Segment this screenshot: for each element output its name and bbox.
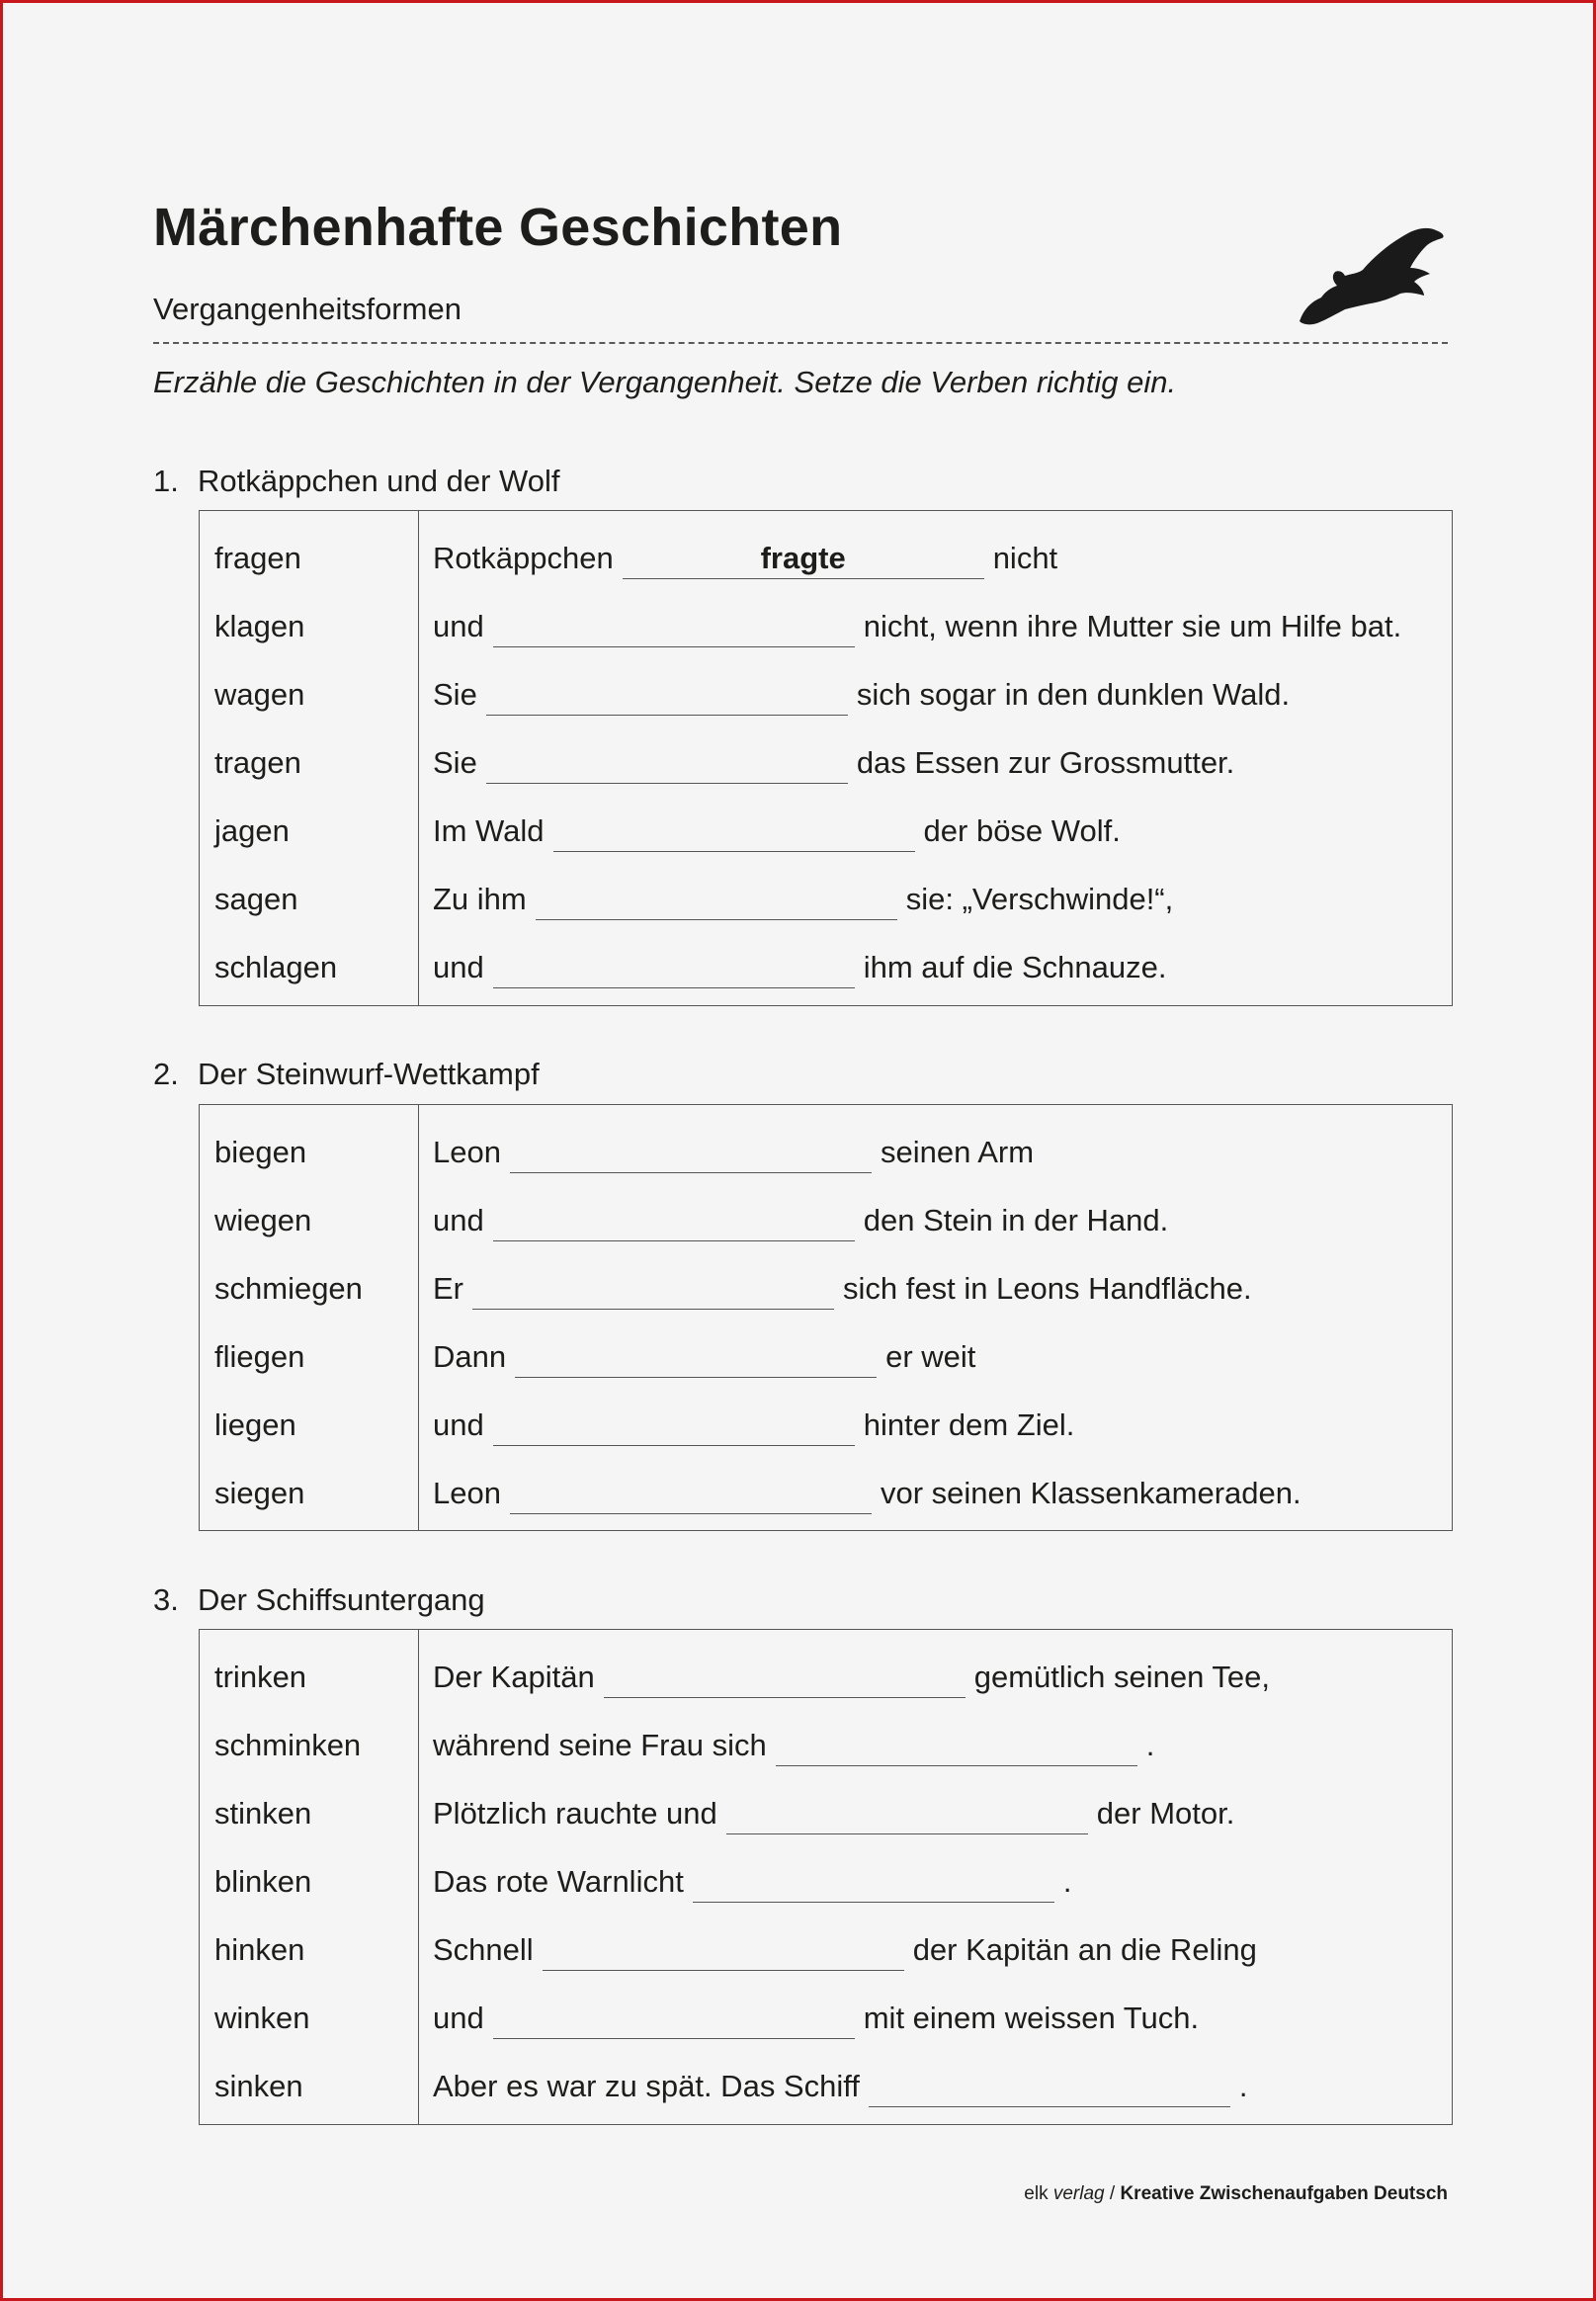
verb-infinitive: wagen [214,677,305,712]
sentence [433,1269,1252,1310]
exercise-row [200,1999,1452,2038]
verb-infinitive: klagen [214,609,305,643]
verb-infinitive: wiegen [214,1203,312,1237]
verb-infinitive: trinken [214,1660,307,1694]
exercise-row [200,743,1452,783]
sentence-end: der böse Wolf. [923,813,1121,848]
answer-blank[interactable] [536,880,897,920]
exercise-row [200,2067,1452,2106]
verb-infinitive: fragen [214,541,301,575]
sentence-start: Leon [433,1135,501,1169]
exercise-row [200,880,1452,919]
answer-blank[interactable] [493,607,855,647]
verb-infinitive: stinken [214,1796,312,1831]
section-heading [153,1057,540,1092]
sentence-start: Der Kapitän [433,1660,595,1694]
sentence-start: Aber es war zu spät. Das Schiff [433,2069,860,2103]
exercise-row [200,675,1452,715]
section-number: 3. [153,1582,179,1617]
section-title: Der Schiffsuntergang [198,1582,485,1617]
sentence [433,1406,1074,1446]
sentence [433,1474,1302,1514]
sentence-start: Dann [433,1339,507,1374]
verb-infinitive: hinken [214,1932,305,1967]
answer-blank[interactable] [776,1726,1137,1766]
sentence-start: und [433,950,484,984]
sentence-end: den Stein in der Hand. [863,1203,1169,1237]
sentence-start: Zu ihm [433,882,527,916]
instruction-text: Erzähle die Geschichten in der Vergangenheit. Setze die Verben richtig ein. [153,365,1177,399]
sentence-end: gemütlich seinen Tee, [973,1660,1271,1694]
sentence-start: Das rote Warnlicht [433,1864,684,1899]
sentence [433,2067,1248,2107]
sentence-start: und [433,1203,484,1237]
sentence [433,1930,1257,1971]
answer-blank[interactable] [486,675,848,716]
sentence-start: Sie [433,677,477,712]
sentence-start: Plötzlich rauchte und [433,1796,717,1831]
answer-blank[interactable] [869,2067,1230,2107]
exercise-row [200,1201,1452,1240]
sentence-start: Rotkäppchen [433,541,614,575]
sentence-end: . [1145,1728,1155,1762]
exercise-row [200,1726,1452,1765]
sentence [433,1999,1199,2039]
exercise-row [200,1930,1452,1970]
sentence-start: Im Wald [433,813,545,848]
answer-blank[interactable] [472,1269,834,1310]
answer-blank[interactable] [510,1133,872,1173]
sentence-start: während seine Frau sich [433,1728,767,1762]
verb-infinitive: sinken [214,2069,303,2103]
exercise-row [200,948,1452,987]
sentence-end: sich fest in Leons Handfläche. [843,1271,1252,1306]
answer-blank[interactable] [493,1406,855,1446]
answer-blank[interactable] [553,811,915,852]
section-number: 2. [153,1057,179,1091]
sentence [433,1133,1034,1173]
exercise-row [200,1337,1452,1377]
sentence-end: das Essen zur Grossmutter. [856,745,1235,780]
exercise-row [200,1794,1452,1833]
sentence [433,607,1401,647]
sentence-end: sie: „Verschwinde!“, [905,882,1174,916]
answer-blank[interactable] [515,1337,877,1378]
sentence-start: Leon [433,1476,501,1510]
verb-infinitive: jagen [214,813,290,848]
section-heading [153,1582,485,1618]
sentence-end: der Motor. [1096,1796,1235,1831]
sentence-end: hinter dem Ziel. [863,1407,1075,1442]
sentence [433,1201,1168,1241]
page-title: Märchenhafte Geschichten [153,198,843,257]
sentence-start: Schnell [433,1932,534,1967]
answer-blank[interactable]: fragte [623,539,984,579]
section-number: 1. [153,464,179,498]
footer-credit [1007,2183,1448,2205]
answer-blank[interactable] [493,1999,855,2039]
sentence-end: . [1238,2069,1248,2103]
sentence [433,1862,1071,1903]
sentence [433,1726,1154,1766]
answer-blank[interactable] [510,1474,872,1514]
answer-blank[interactable] [693,1862,1054,1903]
sentence [433,539,1057,579]
sentence-start: und [433,2001,484,2035]
exercise-row [200,1658,1452,1697]
exercise-row [200,811,1452,851]
verb-infinitive: liegen [214,1407,296,1442]
sentence-start: und [433,1407,484,1442]
exercise-row [200,539,1452,578]
footer-separator: / [1104,2183,1121,2204]
verb-infinitive: tragen [214,745,301,780]
section-title: Rotkäppchen und der Wolf [198,464,560,498]
sentence-end: der Kapitän an die Reling [912,1932,1257,1967]
answer-blank[interactable] [493,948,855,988]
verb-infinitive: fliegen [214,1339,305,1374]
exercise-table [199,510,1453,1006]
exercise-row [200,1862,1452,1902]
footer-publisher-italic: verlag [1052,2183,1105,2204]
verb-infinitive: blinken [214,1864,312,1899]
sentence-end: vor seinen Klassenkameraden. [880,1476,1302,1510]
sentence-end: ihm auf die Schnauze. [863,950,1167,984]
sentence [433,1794,1234,1834]
exercise-row [200,1133,1452,1172]
verb-infinitive: siegen [214,1476,305,1510]
sentence [433,811,1121,852]
page-subtitle: Vergangenheitsformen [153,292,462,326]
verb-infinitive: biegen [214,1135,307,1169]
sentence-start: und [433,609,484,643]
eagle-icon [1298,222,1446,327]
exercise-row [200,607,1452,646]
sentence-end: seinen Arm [880,1135,1035,1169]
sentence [433,675,1290,716]
verb-infinitive: winken [214,2001,310,2035]
verb-infinitive: schminken [214,1728,362,1762]
exercise-row [200,1406,1452,1445]
verb-infinitive: schlagen [214,950,338,984]
header-divider [153,342,1448,344]
sentence [433,948,1166,988]
answer-blank[interactable] [604,1658,966,1698]
footer-publisher: elk [1024,2183,1053,2204]
section-title: Der Steinwurf-Wettkampf [198,1057,540,1091]
verb-infinitive: schmiegen [214,1271,363,1306]
sentence-start: Er [433,1271,463,1306]
sentence-end: nicht [992,541,1058,575]
sentence [433,880,1173,920]
verb-infinitive: sagen [214,882,298,916]
sentence-end: er weit [885,1339,976,1374]
sentence-start: Sie [433,745,477,780]
exercise-row [200,1474,1452,1513]
answer-blank[interactable] [493,1201,855,1241]
sentence [433,743,1234,784]
answer-blank[interactable] [486,743,848,784]
sentence-end: nicht, wenn ihre Mutter sie um Hilfe bat. [863,609,1402,643]
answer-blank[interactable] [726,1794,1088,1834]
exercise-table [199,1629,1453,2125]
sentence-end: sich sogar in den dunklen Wald. [856,677,1291,712]
sentence-end: . [1062,1864,1072,1899]
sentence [433,1337,975,1378]
exercise-table [199,1104,1453,1531]
exercise-row [200,1269,1452,1309]
sentence [433,1658,1270,1698]
footer-series: Kreative Zwischenaufgaben Deutsch [1120,2183,1448,2204]
answer-blank[interactable] [543,1930,904,1971]
sentence-end: mit einem weissen Tuch. [863,2001,1200,2035]
section-heading [153,464,560,499]
